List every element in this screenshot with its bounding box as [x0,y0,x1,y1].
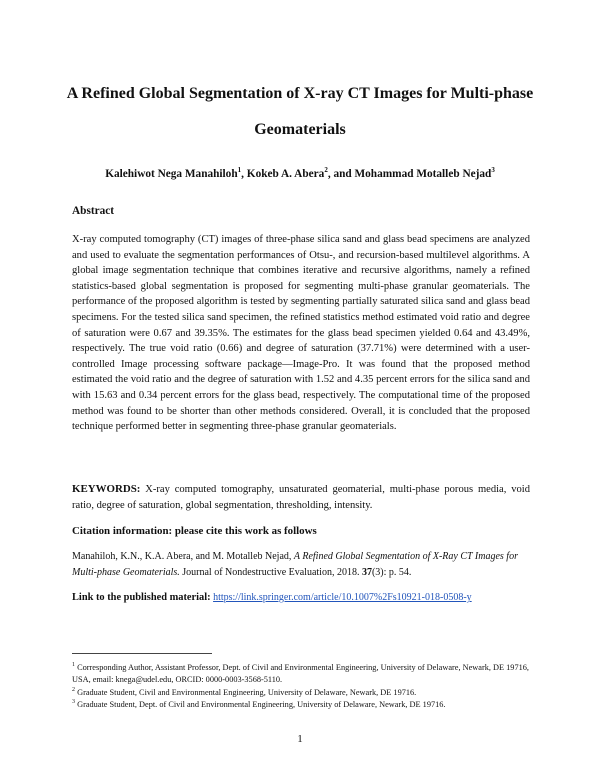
citation-text [72,549,532,580]
citation-authors: Manahiloh, K.N., K.A. Abera, and M. Motalleb Nejad, [72,551,294,562]
published-link-line [72,592,542,603]
abstract-heading: Abstract [72,205,115,217]
footnote-3-text: Graduate Student, Dept. of Civil and Environmental Engineering, University of Delaware, Newark, DE 19716. [75,699,446,709]
author-separator: , and [327,167,355,180]
footnote-2-text: Graduate Student, Civil and Environmental Engineering, University of Delaware, Newark, DE 19716. [75,687,417,697]
footnote-divider [72,653,212,654]
paper-title-line-1: A Refined Global Segmentation of X-ray CT Images for Multi-phase [66,85,534,102]
abstract-body: X-ray computed tomography (CT) images of three-phase silica sand and glass bead specimens are analyzed and used to evaluate the segmentation performances of Otsu-, and recursion-based multilevel algorithms. A global image segmentation technique that combines iterative and recursive algorithms, namely a refined statistics-based global segmentation is proposed for segmenting multi-phase granular geomaterials. The performance of the proposed algorithm is tested by segmenting partially saturated silica sand and glass bead specimens. For the tested silica sand specimen, the refined statistics method estimated void ratio and degree of saturation were 0.67 and 39.35%. The estimates for the glass bead specimen yielded 0.64 and 43.49%, respectively. The true void ratio (0.66) and degree of saturation (37.71%) were determined with a user-controlled Image processing software package—Image-Pro. It was found that the proposed method estimated the void ratio and the degree of saturation with 1.52 and 4.35 percent errors for the silica sand and with 15.63 and 0.34 percent errors for the glass bead, respectively. The computational time of the proposed method was found to be shorter than other methods considered. Overall, it is concluded that the proposed technique performed better in segmenting three-phase granular geomaterials. [72,234,530,433]
keywords-text: X-ray computed tomography, unsaturated geomaterial, multi-phase porous media, void ratio, degree of saturation, global segmentation, thresholding, intensity. [72,484,530,511]
author-2-marker: 2 [324,166,328,174]
published-link-label: Link to the published material: [72,592,211,603]
citation-issue-pages: (3): p. 54. [371,566,412,578]
footnote-2-marker: 2 [72,687,75,693]
citation-volume: 37 [361,566,372,578]
published-link[interactable]: https://link.springer.com/article/10.1007%2Fs10921-018-0508-y [213,592,472,603]
paper-title-line-2: Geomaterials [254,121,346,138]
footnote-1-text: Corresponding Author, Assistant Professor, Dept. of Civil and Environmental Engineering, University of Delaware, Newark, DE 19716, USA, email: knega@udel.edu, ORCID: 0000-0003-3568-5110. [72,662,529,684]
keywords-paragraph [72,482,530,513]
author-2: Kokeb A. Abera [246,167,325,180]
author-1: Kalehiwot Nega Manahiloh [105,167,238,180]
citation-journal: Journal of Nondestructive Evaluation, 2018. [179,566,362,578]
author-separator: , [241,167,247,180]
page-number: 1 [297,733,303,745]
author-1-marker: 1 [237,166,242,174]
footnote-1 [72,659,532,686]
footnote-1-marker: 1 [72,662,75,668]
citation-title: A Refined Global Segmentation of X-Ray CT Images for Multi-phase Geomaterials. [72,551,518,578]
author-3: Mohammad Motalleb Nejad [354,167,492,180]
footnote-3-marker: 3 [72,699,75,705]
author-3-marker: 3 [491,166,495,174]
author-list [40,163,560,181]
footnote-3 [72,696,532,711]
keywords-label: KEYWORDS: [72,483,141,495]
citation-heading: Citation information: please cite this work as follows [72,525,317,537]
